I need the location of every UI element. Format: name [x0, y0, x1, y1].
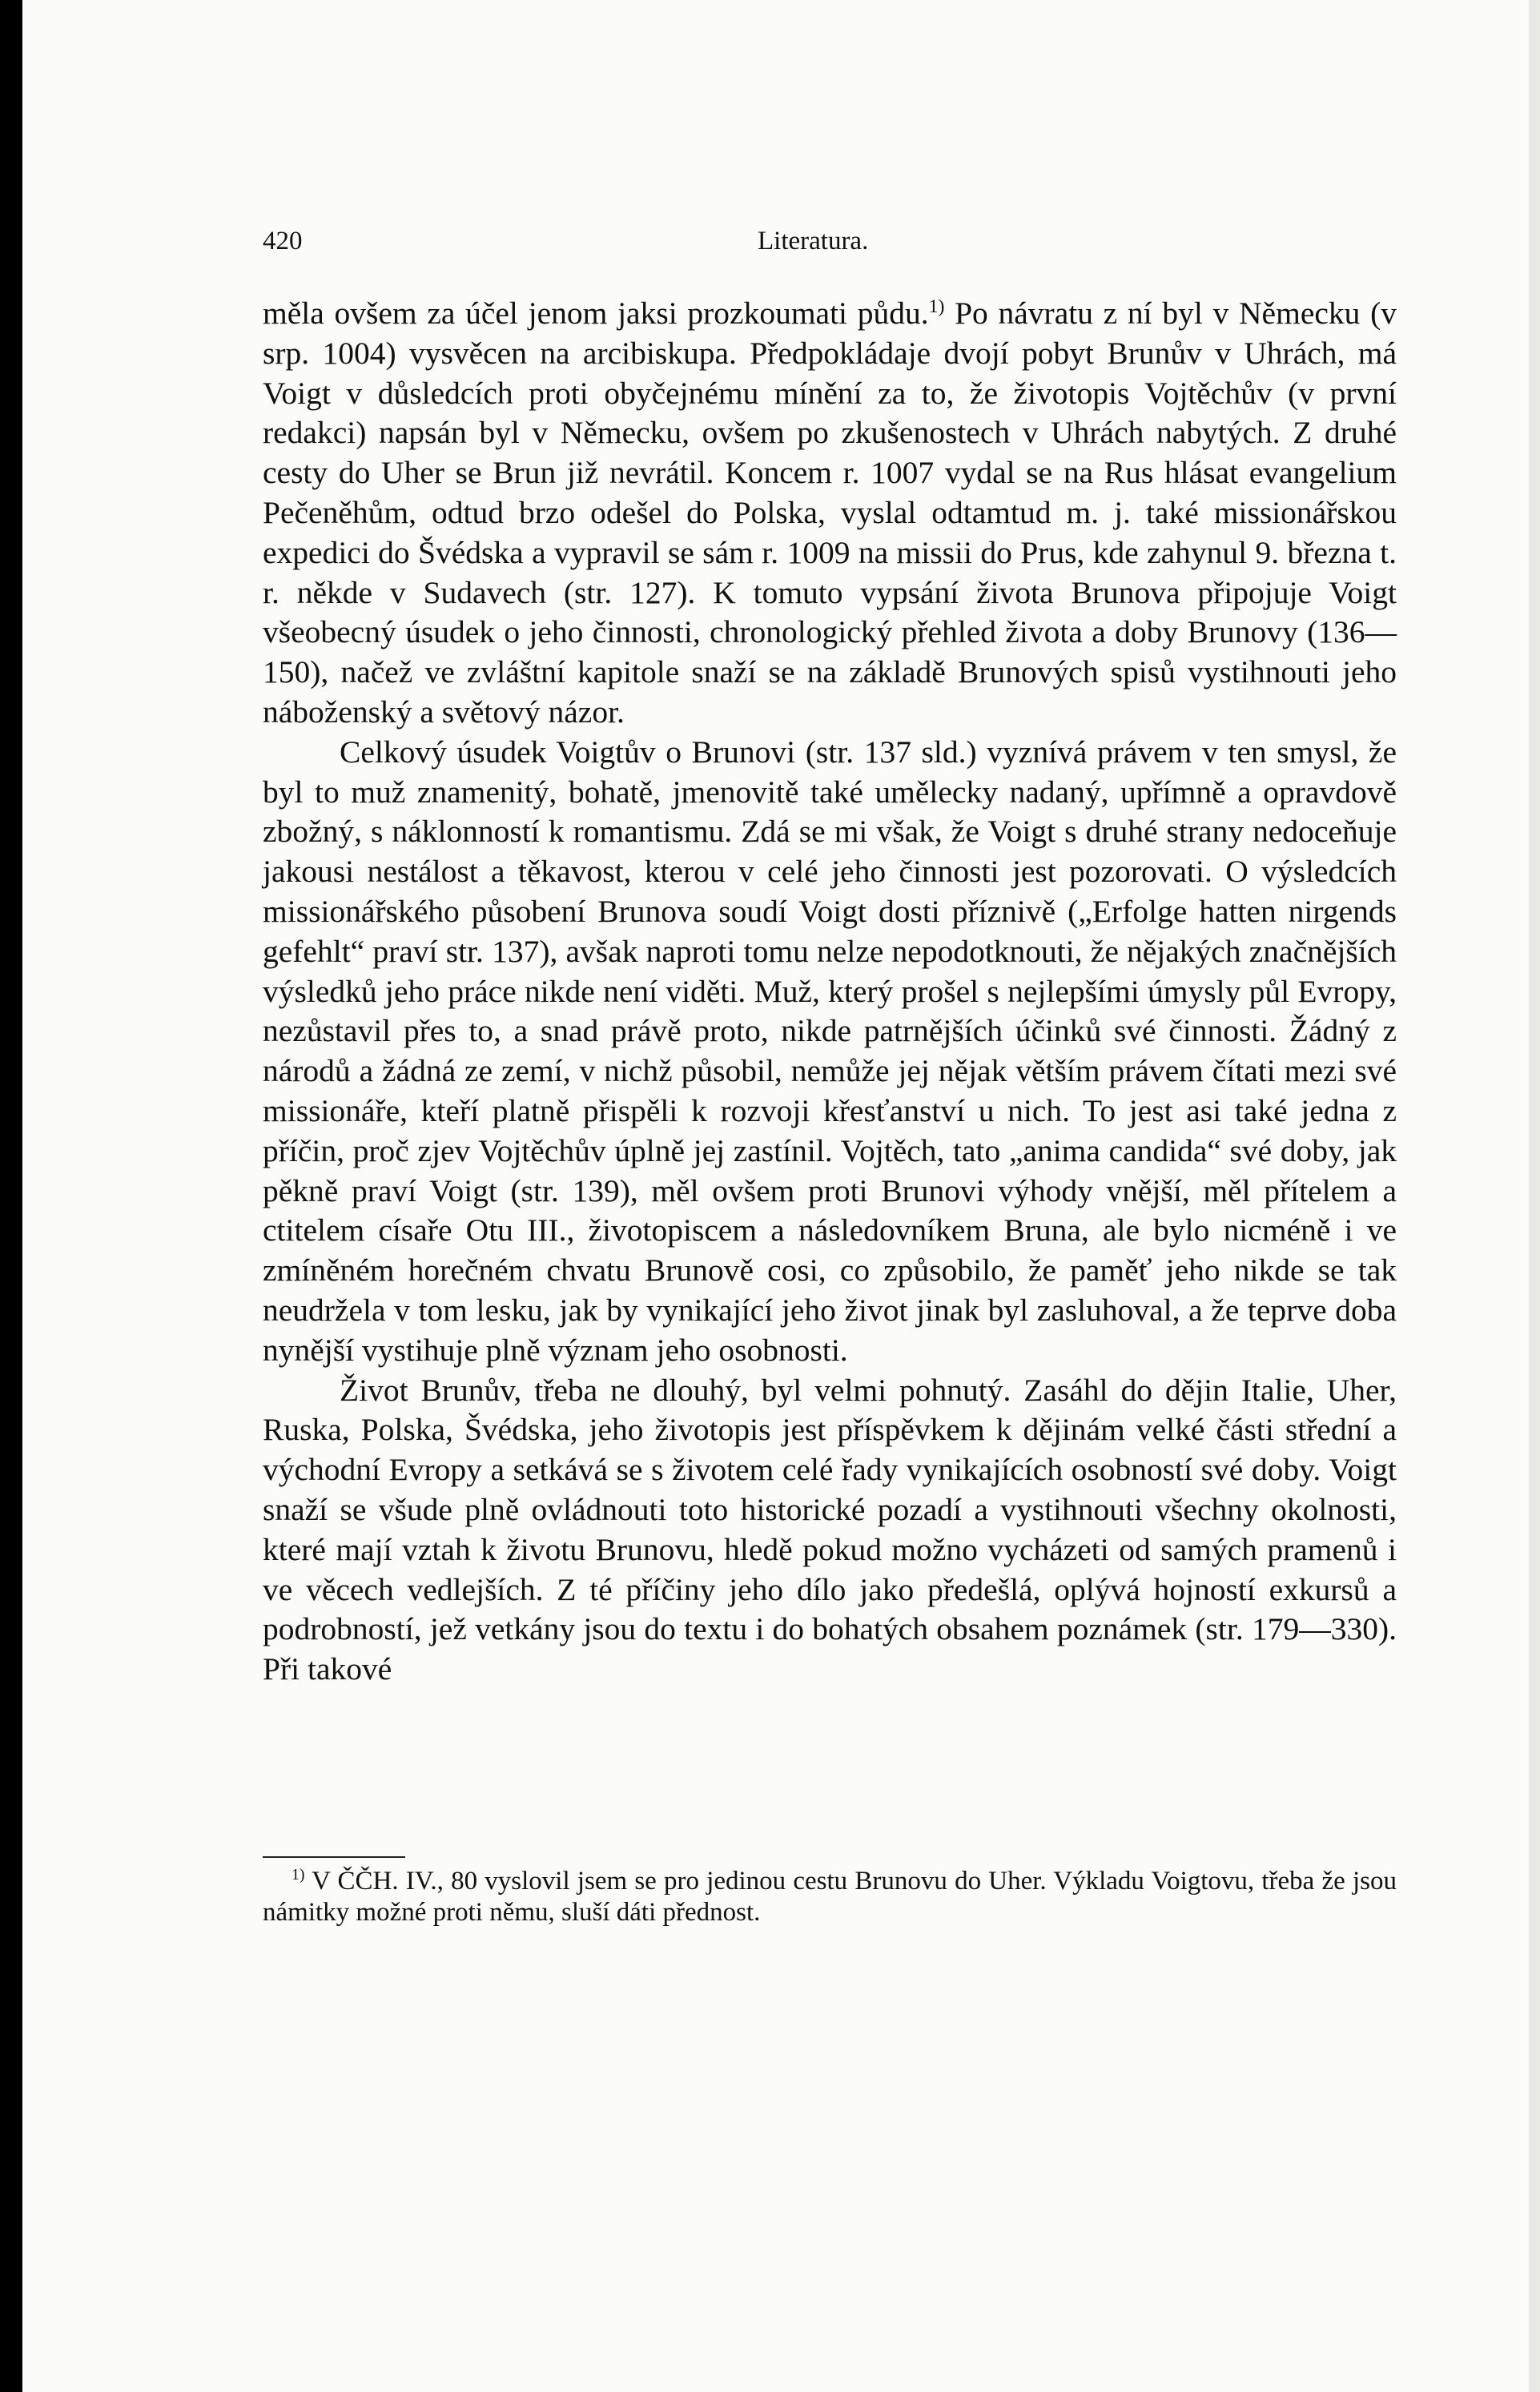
footnote: [263, 1866, 1397, 1928]
footnote-marker: 1): [292, 1866, 305, 1883]
book-page: [22, 0, 1540, 2392]
page-header: [263, 227, 1397, 267]
paragraph-1-start: měla ovšem za účel jenom jaksi prozkoumati půdu.: [263, 295, 929, 331]
paragraph-1-rest: Po návratu z ní byl v Německu (v srp. 1004) vysvěcen na arcibiskupa. Předpokládaje dvojí pobyt Brunův v Uhrách, má Voigt v důsledcích proti obyčejnému mínění za to, že životopis Vojtěchův (v první redakci) napsán byl v Německu, ovšem po zkušenostech v Uhrách nabytých. Z druhé cesty do Uher se Brun již nevrátil. Koncem r. 1007 vydal se na Rus hlásat evangelium Pečeněhům, odtud brzo odešel do Polska, vyslal odtamtud m. j. také missionářskou expedici do Švédska a vypravil se sám r. 1009 na missii do Prus, kde zahynul 9. března t. r. někde v Sudavech (str. 127). K tomuto vypsání života Brunova připojuje Voigt všeobecný úsudek o jeho činnosti, chronologický přehled života a doby Brunovy (136—150), načež ve zvláštní kapitole snaží se na základě Brunových spisů vystihnouti jeho náboženský a světový názor.: [263, 295, 1397, 730]
body-text: [263, 294, 1397, 1690]
page-number: 420: [263, 227, 303, 255]
footnote-text: V ČČH. IV., 80 vyslovil jsem se pro jedinou cestu Brunovu do Uher. Výkladu Voigtovu, třeba že jsou námitky možné proti němu, sluší dáti přednost.: [263, 1867, 1397, 1927]
running-head: Literatura.: [758, 227, 869, 255]
paragraph-2: Celkový úsudek Voigtův o Brunovi (str. 137 sld.) vyznívá právem v ten smysl, že byl to muž znamenitý, bohatě, jmenovitě také umělecky nadaný, upřímně a opravdově zbožný, s náklonností k romantismu. Zdá se mi však, že Voigt s druhé strany nedoceňuje jakousi nestálost a těkavost, kterou v celé jeho činnosti jest pozorovati. O výsledcích missionářského působení Brunova soudí Voigt dosti příznivě („Erfolge hatten nirgends gefehlt“ praví str. 137), avšak naproti tomu nelze nepodotknouti, že nějakých značnějších výsledků jeho práce nikde není viděti. Muž, který prošel s nejlepšími úmysly půl Evropy, nezůstavil přes to, a snad právě proto, nikde patrnějších účinků své činnosti. Žádný z národů a žádná ze zemí, v nichž působil, nemůže jej nějak větším právem čítati mezi své missionáře, kteří platně přispěli k rozvoji křesťanství u nich. To jest asi také jedna z příčin, proč zjev Vojtěchův úplně jej zastínil. Vojtěch, tato „anima candida“ své doby, jak pěkně praví Voigt (str. 139), měl ovšem proti Brunovi výhody vnější, měl přítelem a ctitelem císaře Otu III., životopiscem a následovníkem Bruna, ale bylo nicméně i ve zmíněném horečném chvatu Brunově cosi, co způsobilo, že paměť jeho nikde se tak neudržela v tom lesku, jak by vynikající jeho život jinak byl zasluhoval, a že teprve doba nynější vystihuje plně význam jeho osobnosti.: [263, 734, 1397, 1368]
paragraph-3: Život Brunův, třeba ne dlouhý, byl velmi pohnutý. Zasáhl do dějin Italie, Uher, Ruska, Polska, Švédska, jeho životopis jest příspěvkem k dějinám velké části střední a východní Evropy a setkává se s životem celé řady vynikajících osobností své doby. Voigt snaží se všude plně ovládnouti toto historické pozadí a vystihnouti všechny okolnosti, které mají vztah k životu Brunovu, hledě pokud možno vycházeti od samých pramenů i ve věcech vedlejších. Z té příčiny jeho dílo jako předešlá, oplývá hojností exkursů a podrobností, jež vetkány jsou do textu i do bohatých obsahem poznámek (str. 179—330). Při takové: [263, 1372, 1397, 1687]
footnote-reference: 1): [928, 295, 945, 317]
footnote-divider: [263, 1856, 405, 1858]
page-edge-shadow: [1529, 0, 1540, 2392]
paragraph-1: [263, 294, 1397, 733]
